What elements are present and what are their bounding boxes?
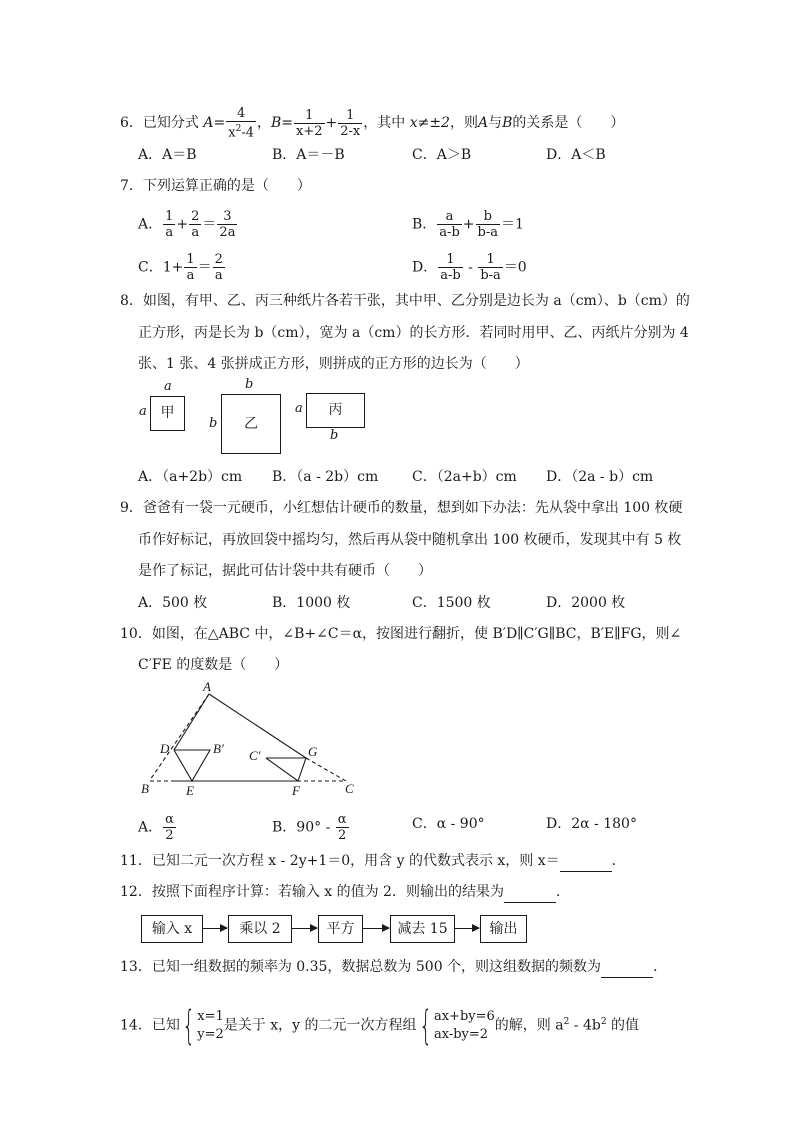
question-10-line-1: 10．如图，在△ABC 中，∠B+∠C＝α，按图进行翻折，使 B′D∥C′G∥BC，B′E∥FG，则∠ xyxy=(120,626,682,642)
point-c: C xyxy=(345,781,354,796)
q9-option-a[interactable]: A．500 枚 xyxy=(138,595,208,611)
question-9-line-2: 币作好标记，再放回袋中摇均匀，然后再从袋中随机拿出 100 枚硬币，发现其中有 5 枚 xyxy=(138,532,682,548)
q13-answer-blank[interactable] xyxy=(601,957,653,978)
label-b-top: b xyxy=(245,377,254,392)
edge-ab-lower-dashed xyxy=(150,694,209,780)
q7-option-c[interactable]: C．1+ $\frac{1}{a}$ ＝ $\frac{2}{a}$ xyxy=(138,252,223,283)
fraction-b1: $\frac{1}{x+2}$ xyxy=(296,107,323,139)
card-jia: 甲 xyxy=(150,396,185,431)
q9-option-d[interactable]: D．2000 枚 xyxy=(546,595,626,611)
q10-option-c[interactable]: C．α - 90° xyxy=(412,816,485,832)
q7-option-d[interactable]: D． $\frac{1}{a-b}$ - $\frac{1}{b-a}$ ＝0 xyxy=(412,252,527,283)
label-a-bing: a xyxy=(295,401,303,416)
point-c-prime: C′ xyxy=(249,748,261,763)
brace-icon: { xyxy=(182,1002,195,1049)
solution-system: x=1 y=2 xyxy=(197,1008,224,1042)
point-b: B xyxy=(141,781,149,796)
q7-option-b[interactable]: B． $\frac{a}{a-b}$ + $\frac{b}{b-a}$ ＝1 xyxy=(412,209,524,240)
edge-ad xyxy=(174,694,209,750)
point-d: D xyxy=(160,741,170,756)
question-10-line-2: C′FE 的度数是（ ） xyxy=(138,657,289,673)
edge-ag xyxy=(209,694,306,758)
label-b-left: b xyxy=(209,416,218,431)
q9-option-b[interactable]: B．1000 枚 xyxy=(272,595,351,611)
point-g: G xyxy=(308,744,318,759)
question-13: 13．已知一组数据的频率为 0.35，数据总数为 500 个，则这组数据的频数为 ． xyxy=(120,957,667,978)
question-8-line-3: 张、1 张、4 张拼成正方形，则拼成的正方形的边长为（ ） xyxy=(138,356,529,372)
question-14: 14．已知{ x=1 y=2 是关于 x，y 的二元一次方程组{ ax+by=6 ax-by=2 的解，则 $a^2 - 4b^2$ 的值 xyxy=(120,1002,639,1049)
q9-option-c[interactable]: C．1500 枚 xyxy=(412,595,491,611)
flow-output: 输出 xyxy=(480,915,527,943)
q8-option-d[interactable]: D．（2a - b）cm xyxy=(546,469,654,485)
q6-option-d[interactable]: D．A＜B xyxy=(546,147,606,163)
q6-option-b[interactable]: B．A＝－B xyxy=(272,147,345,163)
flow-input: 输入 x xyxy=(141,915,203,943)
question-9-line-1: 9．爸爸有一袋一元硬币，小红想估计硬币的数量，想到如下办法：先从袋中拿出 100 枚硬 xyxy=(120,500,683,516)
flow-arrow-2 xyxy=(291,928,317,929)
question-11: 11．已知二元一次方程 x - 2y+1＝0，用含 y 的代数式表示 x，则 x＝ ． xyxy=(120,851,626,872)
question-8-line-1: 8．如图，有甲、乙、丙三种纸片各若干张，其中甲、乙分别是边长为 a（cm）、b（cm）的 xyxy=(120,293,690,309)
point-a: A xyxy=(203,679,211,694)
flow-arrow-3 xyxy=(362,928,389,929)
flow-arrow-1 xyxy=(202,928,227,929)
q8-option-a[interactable]: A．（a+2b）cm xyxy=(138,469,243,485)
question-12: 12．按照下面程序计算：若输入 x 的值为 2．则输出的结果为 ． xyxy=(120,882,570,903)
q6-option-c[interactable]: C．A＞B xyxy=(412,147,472,163)
triangle-cg-f xyxy=(266,758,306,781)
q10-option-b[interactable]: B．90° - $\frac{\alpha}{2}$ xyxy=(272,812,347,843)
q8-option-b[interactable]: B．（a - 2b）cm xyxy=(272,469,379,485)
equation-system: ax+by=6 ax-by=2 xyxy=(433,1008,495,1042)
point-f: F xyxy=(292,783,300,798)
q7-option-a[interactable]: A． $\frac{1}{a}$ + $\frac{2}{a}$ ＝ $\frac{3}{2a}$ xyxy=(138,209,236,240)
label-b-bing: b xyxy=(330,428,339,443)
q12-answer-blank[interactable] xyxy=(504,882,556,903)
question-6-stem: 6．已知分式 A= $\frac{4}{x^2-4}$ ，B= $\frac{1}{x+2}$ + $\frac{1}{2-x}$ ，其中 x≠±2，则A与B的关系是（ ） xyxy=(120,106,625,141)
point-e: E xyxy=(186,783,194,798)
card-yi: 乙 xyxy=(221,394,281,454)
brace-icon: { xyxy=(418,1002,432,1049)
flow-square: 平方 xyxy=(318,915,363,943)
question-7-stem: 7．下列运算正确的是（ ） xyxy=(120,178,311,194)
q11-answer-blank[interactable] xyxy=(560,851,612,872)
fraction-a: $\frac{4}{x^2-4}$ xyxy=(228,106,254,141)
fraction-b2: $\frac{1}{2-x}$ xyxy=(340,107,361,139)
q8-option-c[interactable]: C．（2a+b）cm xyxy=(412,469,517,485)
edge-gc-dashed xyxy=(306,758,346,781)
triangle-db-e xyxy=(174,750,210,781)
q10-option-d[interactable]: D．2α - 180° xyxy=(546,816,637,832)
q10-option-a[interactable]: A． $\frac{\alpha}{2}$ xyxy=(138,812,174,843)
label-a-top: a xyxy=(164,379,172,394)
label-a-left: a xyxy=(139,404,147,419)
flow-subtract: 减去 15 xyxy=(390,915,455,943)
q6-option-a[interactable]: A．A＝B xyxy=(138,147,197,163)
question-8-line-2: 正方形，丙是长为 b（cm），宽为 a（cm）的长方形．若同时用甲、乙、丙纸片分别为 4 xyxy=(138,325,689,341)
flow-arrow-4 xyxy=(454,928,479,929)
point-b-prime: B′ xyxy=(213,741,224,756)
card-bing: 丙 xyxy=(306,393,365,428)
question-9-line-3: 是作了标记，据此可估计袋中共有硬币（ ） xyxy=(138,563,432,579)
flow-multiply: 乘以 2 xyxy=(228,915,292,943)
